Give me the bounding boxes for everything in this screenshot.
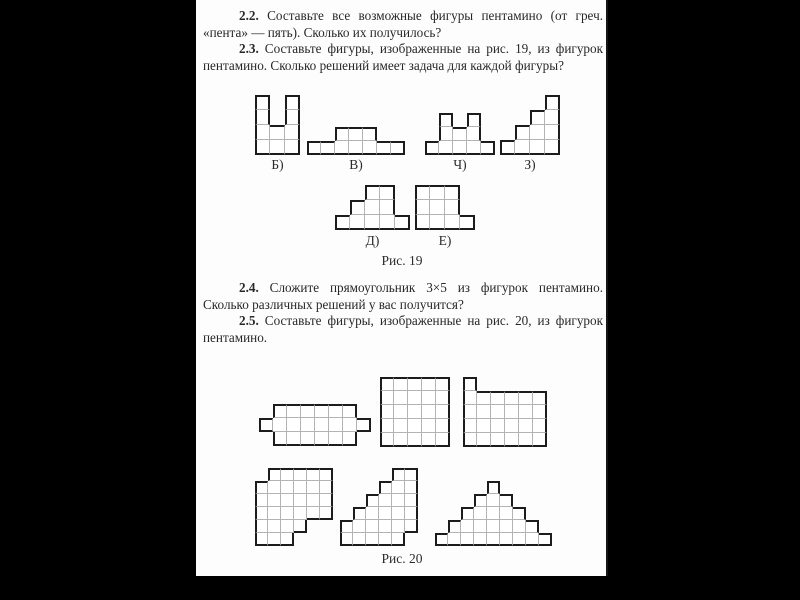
grid-cell — [285, 140, 300, 155]
grid-cell — [273, 432, 287, 446]
grid-cell — [363, 141, 377, 155]
grid-cell — [487, 520, 500, 533]
grid-cell — [408, 433, 422, 447]
fig20-shape-pyramid — [435, 481, 552, 546]
grid-cell — [281, 520, 294, 533]
grid-cell — [343, 404, 357, 418]
grid-cell — [315, 404, 329, 418]
grid-cell — [365, 185, 380, 200]
grid-cell — [268, 520, 281, 533]
grid-cell — [329, 418, 343, 432]
grid-cell — [273, 404, 287, 418]
grid-cell — [445, 215, 460, 230]
grid-cell — [463, 419, 477, 433]
grid-cell — [392, 481, 405, 494]
grid-cell — [255, 95, 270, 110]
grid-cell — [343, 418, 357, 432]
grid-cell — [408, 419, 422, 433]
grid-cell — [445, 200, 460, 215]
fig19-label-z: З) — [524, 157, 536, 172]
fig20-caption: Рис. 20 — [381, 551, 423, 566]
grid-cell — [422, 405, 436, 419]
grid-cell — [474, 494, 487, 507]
grid-cell — [513, 507, 526, 520]
grid-cell — [394, 419, 408, 433]
grid-cell — [287, 432, 301, 446]
grid-cell — [405, 481, 418, 494]
grid-cell — [533, 419, 547, 433]
grid-cell — [329, 432, 343, 446]
grid-cell — [533, 391, 547, 405]
grid-cell — [487, 494, 500, 507]
grid-cell — [343, 432, 357, 446]
grid-cell — [422, 419, 436, 433]
grid-cell — [436, 391, 450, 405]
grid-cell — [392, 507, 405, 520]
fig19-label-d: Д) — [365, 233, 380, 248]
grid-cell — [487, 507, 500, 520]
grid-cell — [380, 405, 394, 419]
grid-cell — [430, 215, 445, 230]
grid-cell — [422, 377, 436, 391]
grid-cell — [513, 533, 526, 546]
grid-cell — [394, 377, 408, 391]
grid-cell — [270, 140, 285, 155]
problem-2-4 — [203, 280, 603, 313]
grid-cell — [453, 141, 467, 155]
grid-cell — [255, 125, 270, 140]
grid-cell — [430, 200, 445, 215]
grid-cell — [366, 507, 379, 520]
problem-2-5 — [203, 313, 603, 346]
grid-cell — [255, 533, 268, 546]
grid-cell — [259, 418, 273, 432]
grid-cell — [380, 433, 394, 447]
grid-cell — [395, 215, 410, 230]
grid-cell — [477, 391, 491, 405]
grid-cell — [294, 494, 307, 507]
grid-cell — [439, 127, 453, 141]
problem-number: 2.5. — [239, 313, 259, 329]
fig19-label-e: Е) — [438, 233, 452, 248]
grid-cell — [545, 95, 560, 110]
fig19-shape-ch — [425, 113, 495, 155]
grid-cell — [505, 391, 519, 405]
fig20-shape-notched-square — [255, 468, 333, 546]
grid-cell — [268, 533, 281, 546]
problems-block-top — [196, 8, 608, 74]
grid-cell — [255, 481, 268, 494]
grid-cell — [519, 419, 533, 433]
grid-cell — [474, 533, 487, 546]
grid-cell — [425, 141, 439, 155]
grid-cell — [463, 433, 477, 447]
grid-cell — [474, 507, 487, 520]
grid-cell — [285, 110, 300, 125]
grid-cell — [467, 113, 481, 127]
grid-cell — [436, 377, 450, 391]
grid-cell — [329, 404, 343, 418]
grid-cell — [445, 185, 460, 200]
grid-cell — [448, 520, 461, 533]
grid-cell — [380, 185, 395, 200]
grid-cell — [477, 419, 491, 433]
grid-cell — [353, 520, 366, 533]
grid-cell — [436, 433, 450, 447]
grid-cell — [539, 533, 552, 546]
grid-cell — [505, 433, 519, 447]
grid-cell — [307, 468, 320, 481]
problems-block-bottom — [196, 280, 608, 346]
grid-cell — [365, 215, 380, 230]
grid-cell — [530, 125, 545, 140]
grid-cell — [526, 520, 539, 533]
fig20-shape-staircase — [340, 468, 418, 546]
grid-cell — [268, 468, 281, 481]
grid-cell — [394, 405, 408, 419]
grid-cell — [391, 141, 405, 155]
grid-cell — [474, 520, 487, 533]
grid-cell — [467, 141, 481, 155]
grid-cell — [491, 433, 505, 447]
grid-cell — [380, 215, 395, 230]
grid-cell — [505, 405, 519, 419]
grid-cell — [505, 419, 519, 433]
grid-cell — [268, 494, 281, 507]
problem-2-2 — [203, 8, 603, 41]
grid-cell — [415, 185, 430, 200]
grid-cell — [422, 433, 436, 447]
grid-cell — [350, 200, 365, 215]
grid-cell — [270, 125, 285, 140]
fig19-shape-b — [255, 95, 300, 155]
grid-cell — [530, 140, 545, 155]
grid-cell — [519, 433, 533, 447]
grid-cell — [491, 405, 505, 419]
grid-cell — [463, 405, 477, 419]
grid-cell — [320, 468, 333, 481]
grid-cell — [335, 141, 349, 155]
grid-cell — [281, 481, 294, 494]
grid-cell — [268, 481, 281, 494]
fig20-shape-flag — [463, 377, 547, 447]
grid-cell — [301, 404, 315, 418]
grid-cell — [307, 494, 320, 507]
grid-cell — [477, 433, 491, 447]
grid-cell — [491, 419, 505, 433]
grid-cell — [463, 391, 477, 405]
grid-cell — [281, 507, 294, 520]
grid-cell — [379, 507, 392, 520]
grid-cell — [301, 432, 315, 446]
grid-cell — [500, 494, 513, 507]
grid-cell — [436, 405, 450, 419]
grid-cell — [307, 481, 320, 494]
grid-cell — [307, 141, 321, 155]
grid-cell — [500, 507, 513, 520]
grid-cell — [281, 468, 294, 481]
grid-cell — [320, 507, 333, 520]
grid-cell — [379, 481, 392, 494]
grid-cell — [477, 405, 491, 419]
fig20-shape-square-5x5 — [380, 377, 450, 447]
grid-cell — [436, 419, 450, 433]
grid-cell — [268, 507, 281, 520]
grid-cell — [405, 468, 418, 481]
grid-cell — [394, 391, 408, 405]
grid-cell — [315, 418, 329, 432]
grid-cell — [408, 377, 422, 391]
grid-cell — [415, 215, 430, 230]
grid-cell — [545, 125, 560, 140]
grid-cell — [294, 481, 307, 494]
grid-cell — [408, 391, 422, 405]
grid-cell — [255, 140, 270, 155]
grid-cell — [320, 481, 333, 494]
grid-cell — [379, 520, 392, 533]
fig19-caption: Рис. 19 — [381, 253, 423, 268]
grid-cell — [487, 533, 500, 546]
grid-cell — [460, 215, 475, 230]
grid-cell — [491, 391, 505, 405]
grid-cell — [281, 494, 294, 507]
problem-text: Составьте все возможные фигуры пентамино (от греч. «пента» — пять). Сколько их получилось? — [203, 8, 604, 40]
grid-cell — [500, 520, 513, 533]
grid-cell — [392, 533, 405, 546]
fig19-shape-d — [335, 185, 410, 230]
grid-cell — [335, 127, 349, 141]
grid-cell — [255, 110, 270, 125]
grid-cell — [294, 507, 307, 520]
problem-text: Сложите прямоугольник 3×5 из фигурок пентамино. Сколько различных решений у вас получится? — [203, 280, 603, 312]
grid-cell — [255, 494, 268, 507]
fig19-shape-e — [415, 185, 475, 230]
grid-cell — [255, 507, 268, 520]
grid-cell — [461, 507, 474, 520]
problem-number: 2.3. — [239, 41, 259, 57]
grid-cell — [500, 140, 515, 155]
grid-cell — [392, 494, 405, 507]
fig19-shape-z — [500, 95, 560, 155]
grid-cell — [453, 127, 467, 141]
grid-cell — [461, 520, 474, 533]
grid-cell — [408, 405, 422, 419]
grid-cell — [301, 418, 315, 432]
grid-cell — [255, 520, 268, 533]
grid-cell — [405, 507, 418, 520]
grid-cell — [281, 533, 294, 546]
fig19-label-v: В) — [349, 157, 363, 172]
grid-cell — [340, 533, 353, 546]
grid-cell — [515, 125, 530, 140]
fig19-label-b: Б) — [271, 157, 284, 172]
grid-cell — [467, 127, 481, 141]
grid-cell — [340, 520, 353, 533]
grid-cell — [519, 391, 533, 405]
grid-cell — [533, 433, 547, 447]
grid-cell — [545, 110, 560, 125]
grid-cell — [366, 520, 379, 533]
grid-cell — [519, 405, 533, 419]
grid-cell — [366, 494, 379, 507]
grid-cell — [379, 533, 392, 546]
problem-text: Составьте фигуры, изображенные на рис. 20, из фигурок пентамино. — [203, 313, 604, 345]
grid-cell — [285, 125, 300, 140]
grid-cell — [394, 433, 408, 447]
grid-cell — [422, 391, 436, 405]
grid-cell — [335, 215, 350, 230]
problem-number: 2.4. — [239, 280, 259, 295]
grid-cell — [353, 507, 366, 520]
grid-cell — [461, 533, 474, 546]
grid-cell — [294, 520, 307, 533]
grid-cell — [273, 418, 287, 432]
grid-cell — [463, 377, 477, 391]
grid-cell — [294, 468, 307, 481]
grid-cell — [357, 418, 371, 432]
grid-cell — [366, 533, 379, 546]
grid-cell — [380, 419, 394, 433]
grid-cell — [405, 520, 418, 533]
grid-cell — [430, 185, 445, 200]
grid-cell — [285, 95, 300, 110]
grid-cell — [513, 520, 526, 533]
textbook-page — [196, 0, 608, 576]
grid-cell — [439, 141, 453, 155]
grid-cell — [321, 141, 335, 155]
grid-cell — [287, 418, 301, 432]
grid-cell — [365, 200, 380, 215]
grid-cell — [545, 140, 560, 155]
grid-cell — [350, 215, 365, 230]
grid-cell — [392, 468, 405, 481]
grid-cell — [377, 141, 391, 155]
grid-cell — [379, 494, 392, 507]
grid-cell — [380, 200, 395, 215]
grid-cell — [363, 127, 377, 141]
grid-cell — [380, 391, 394, 405]
problem-number: 2.2. — [239, 8, 259, 23]
grid-cell — [349, 127, 363, 141]
grid-cell — [320, 494, 333, 507]
grid-cell — [435, 533, 448, 546]
grid-cell — [307, 507, 320, 520]
grid-cell — [533, 405, 547, 419]
grid-cell — [530, 110, 545, 125]
grid-cell — [392, 520, 405, 533]
problem-2-3 — [203, 41, 603, 74]
fig20-shape-bar-with-tabs — [259, 404, 371, 446]
grid-cell — [315, 432, 329, 446]
grid-cell — [448, 533, 461, 546]
grid-cell — [415, 200, 430, 215]
grid-cell — [515, 140, 530, 155]
grid-cell — [405, 494, 418, 507]
fig19-shape-v — [307, 127, 405, 155]
grid-cell — [380, 377, 394, 391]
grid-cell — [526, 533, 539, 546]
grid-cell — [487, 481, 500, 494]
fig19-label-ch: Ч) — [453, 157, 467, 172]
grid-cell — [349, 141, 363, 155]
grid-cell — [287, 404, 301, 418]
grid-cell — [500, 533, 513, 546]
grid-cell — [481, 141, 495, 155]
grid-cell — [353, 533, 366, 546]
problem-text: Составьте фигуры, изображенные на рис. 19, из фигурок пентамино. Сколько решений имеет задача для каждой фигуры? — [203, 41, 604, 73]
grid-cell — [439, 113, 453, 127]
